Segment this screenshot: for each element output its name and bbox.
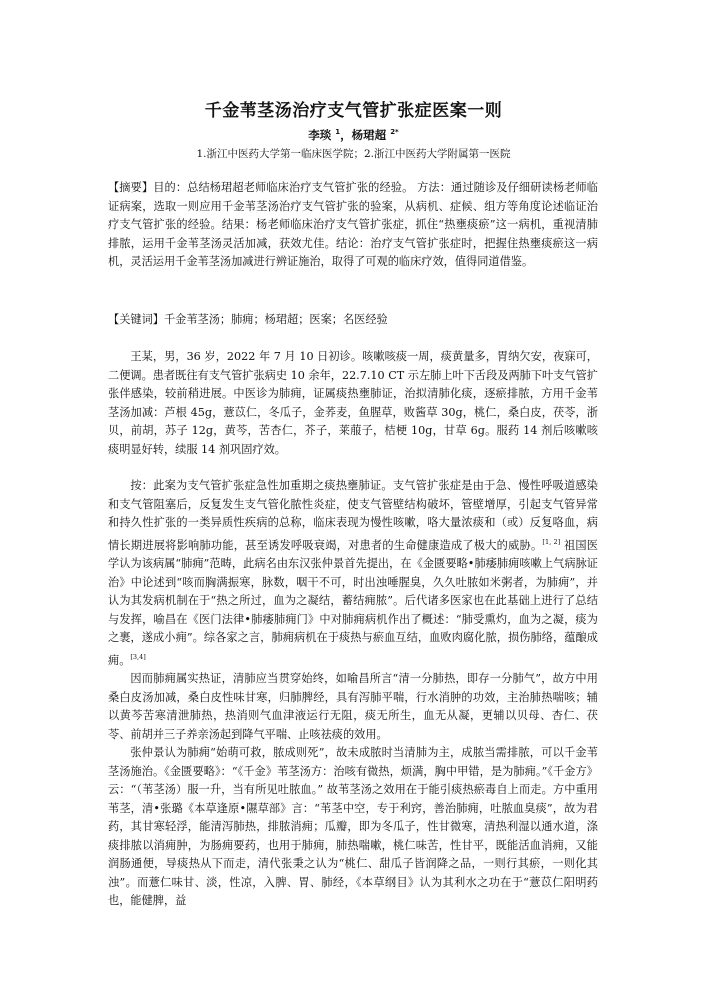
author-line: [0, 127, 707, 143]
author-affil-mark: 1: [335, 128, 341, 136]
keywords-text: 千金苇茎汤；肺痈；杨珺超；医案；名医经验: [163, 313, 388, 326]
author-separator: ，: [340, 128, 352, 142]
body-paragraph: 因而肺痈属实热证，清肺应当贯穿始终，如喻昌所言“清一分肺热，即存一分肺气”，故方中用桑白皮汤加减，桑白皮性味甘寒，归肺脾经，具有泻肺平喘，行水消肿的功效，主治肺热喘咳；辅以黄芩苦寒清泄肺热，热消则气血津液运行无阻，痰无所生，血无从凝，更辅以贝母、杏仁、茯苓、前胡并三子养亲汤起到降气平喘、止咳祛痰的效用。: [108, 672, 598, 741]
author-name: 李琰: [308, 128, 332, 142]
commentary-text: 祖国医学认为该病属“肺痈”范畴，此病名由东汉张仲景首先提出，在《金匮要略•肺痿肺痈咳嗽上气病脉证治》中论述到“咳而胸满振寒，脉数，咽干不可，时出浊唾腥臭，久久吐脓如米粥者，为肺痈”，并认为其发病机制在于“热之所过，血为之凝结，蓄结痈脓”。后代诸多医家也在此基础上进行了总结与发挥，喻昌在《医门法律•肺痿肺痈门》中对肺痈病机作出了概述：“肺受熏灼，血为之凝，痰为之裹，遂成小痈”。综各家之言，肺痈病机在于痰热与瘀血互结，血败肉腐化脓，损伤肺络，蕴酿成痈。: [108, 538, 598, 667]
author-name: 杨珺超: [351, 128, 387, 142]
affiliations: 1.浙江中医药大学第一临床医学院；2.浙江中医药大学附属第一医院: [196, 148, 511, 160]
case-paragraph: 王某，男，36 岁，2022 年 7 月 10 日初诊。咳嗽咳痰一周，痰黄量多，胃纳欠安，夜寐可，二便调。患者既往有支气管扩张病史 10 余年，22.7.10 CT 示左肺上叶下舌段及两肺下叶支气管扩张伴感染，较前稍进展。中医诊为肺痈，证属痰热壅肺证，治拟清肺化痰，逐瘀排脓，方用千金苇茎汤加减：芦根 45g，薏苡仁，冬瓜子，金荞麦，鱼腥草，败酱草 30g，桃仁，桑白皮，茯苓，浙贝，前胡，苏子 12g，黄芩，苦杏仁，芥子，莱菔子，桔梗 10g，甘草 6g。服药 14 剂后咳嗽咳痰明显好转，续服 14 剂巩固疗效。: [108, 350, 598, 456]
keywords-label: 【关键词】: [108, 313, 164, 326]
commentary-text: 按：此案为支气管扩张症急性加重期之痰热壅肺证。支气管扩张症是由于急、慢性呼吸道感染和支气管阻塞后，反复发生支气管化脓性炎症，使支气管壁结构破坏，管壁增厚，引起支气管异常和持久性扩张的一类异质性疾病的总称，临床表现为慢性咳嗽，咯大量浓痰和（或）反复咯血，病情长期进展将影响肺功能，甚至诱发呼吸衰竭，对患者的生命健康造成了极大的威胁。: [108, 479, 598, 552]
body-paragraph: 张仲景认为肺痈“始萌可救，脓成则死”，故未成脓时当清肺为主，成脓当需排脓，可以千金苇茎汤施治。《金匮要略》：“《千金》苇茎汤方：治咳有微热，烦满，胸中甲错，是为肺痈。”《千金方》云：“（苇茎汤）服一升，当有所见吐脓血。” 故苇茎汤之效用在于能引痰热瘀毒自上而走。方中重用苇茎，清•张璐《本草逢原•隰草部》言：“苇茎中空，专于利窍，善治肺痈，吐脓血臭痰”，故为君药，其甘寒轻浮，能清泻肺热，排脓消痈；瓜瓣，即为冬瓜子，性甘微寒，清热利湿以通水道，涤痰排脓以消痈肿，为肠痈要药，也用于肺痈，肺热喘嗽，桃仁味苦，性甘平，既能活血消痈，又能润肠通便，导痰热从下而走，清代张秉之认为“桃仁、甜瓜子皆润降之品，一则行其瘀，一则化其浊”。而薏仁味甘、淡，性凉，入脾、胃、肺经，《本草纲目》认为其利水之功在于“薏苡仁阳明药也，能健脾，益: [108, 746, 598, 907]
author-affil-mark: 2*: [390, 128, 399, 136]
commentary-paragraph: [108, 477, 598, 670]
abstract-label: 【摘要】: [108, 181, 154, 194]
abstract: [108, 179, 598, 272]
paper-title: 千金苇茎汤治疗支气管扩张症医案一则: [204, 101, 503, 121]
citation-ref: [3,4]: [130, 652, 146, 661]
keywords: [108, 311, 598, 330]
citation-ref: [1, 2]: [542, 537, 561, 546]
body-text: [108, 348, 598, 911]
abstract-text: 目的：总结杨珺超老师临床治疗支气管扩张的经验。 方法：通过随诊及仔细研读杨老师临证病案，选取一则应用千金苇茎汤治疗支气管扩张的验案，从病机、症候、组方等角度论述临证治疗支气管扩张的经验。结果：杨老师临床治疗支气管扩张症，抓住“热壅痰瘀”这一病机，重视清肺排脓，运用千金苇茎汤灵活加减，获效尤佳。结论：治疗支气管扩张症时，把握住热壅痰瘀这一病机，灵活运用千金苇茎汤加减进行辨证施治，取得了可观的临床疗效，值得同道借鉴。: [108, 181, 598, 268]
